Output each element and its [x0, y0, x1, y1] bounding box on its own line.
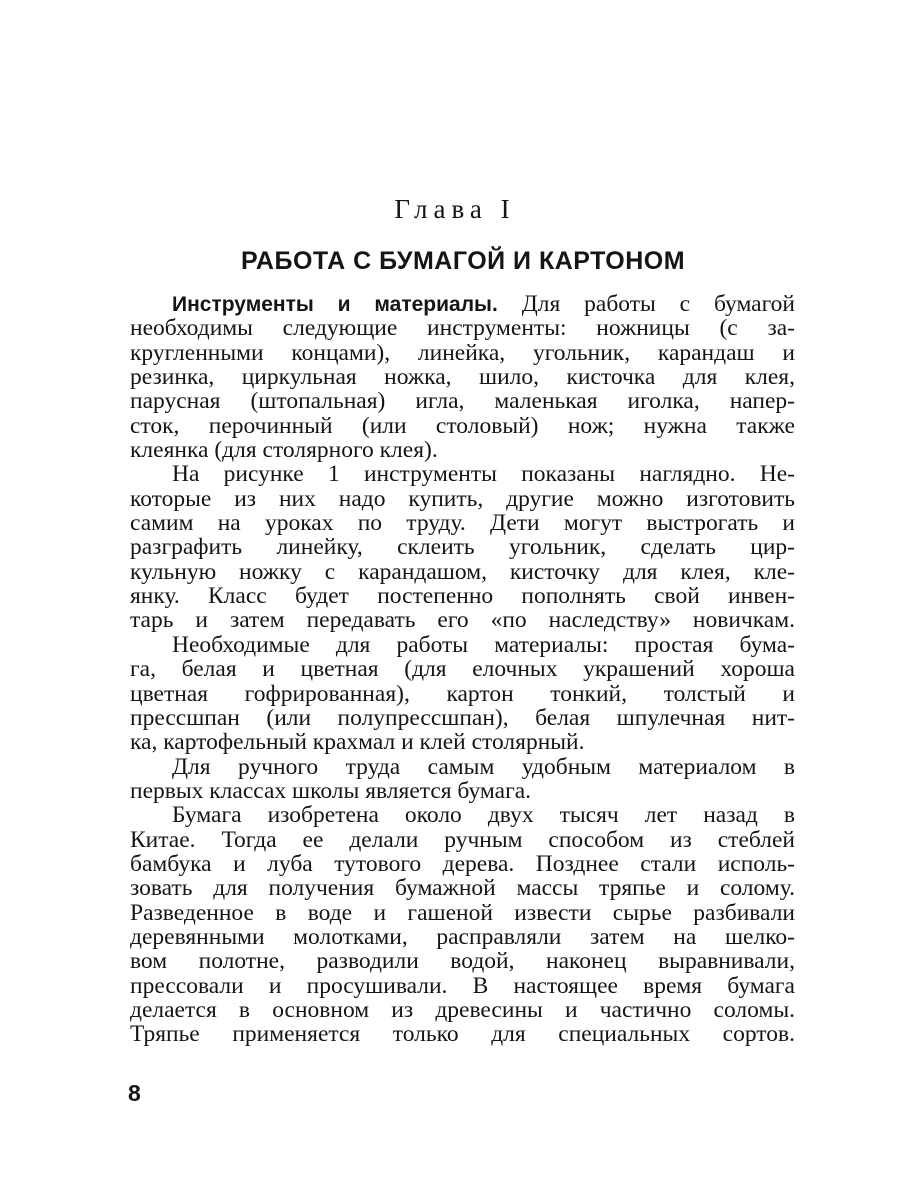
- text-line-rest: Для работы с бумагой: [497, 291, 795, 317]
- paragraph-materials: [130, 633, 795, 755]
- text-line: га, белая и цветная (для елочных украшений хороша: [130, 656, 795, 683]
- text-line: деревянными молотками, расправляли затем на шелко-: [130, 923, 795, 950]
- chapter-title: РАБОТА С БУМАГОЙ И КАРТОНОМ: [240, 247, 686, 275]
- text-line: разграфить линейку, склеить угольник, сделать цир-: [130, 534, 795, 561]
- text-line: парусная (штопальная) игла, маленькая иголка, напер-: [130, 388, 795, 415]
- text-line: первых классах школы является бумага.: [130, 777, 532, 804]
- paragraph-paper-history: [130, 803, 795, 1046]
- text-line: Бумага изобретена около двух тысяч лет назад в: [172, 802, 795, 829]
- text-line: кругленными концами), линейка, угольник, карандаш и: [130, 339, 795, 366]
- text-line: клеянка (для столярного клея).: [130, 437, 438, 464]
- text-line: Разведенное в воде и гашеной извести сырье разбивали: [130, 899, 795, 926]
- text-line: Необходимые для работы материалы: простая бума-: [172, 631, 795, 658]
- body-text: [130, 292, 795, 1047]
- text-line: прессшпан (или полупрессшпан), белая шпулечная нит-: [130, 704, 795, 731]
- text-line: прессовали и просушивали. В настоящее время бумага: [130, 972, 795, 999]
- text-line: Тряпье применяется только для специальных сортов.: [130, 1021, 795, 1048]
- page-number: 8: [128, 1080, 141, 1106]
- paragraph-tools: [130, 292, 795, 462]
- chapter-label: Глава I: [394, 194, 516, 224]
- text-line: [130, 292, 795, 316]
- paragraph-lead: Инструменты и материалы.: [172, 293, 498, 316]
- text-line: зовать для получения бумажной массы тряпье и солому.: [130, 875, 795, 902]
- text-line: Для ручного труда самым удобным материалом в: [172, 753, 795, 780]
- text-line: которые из них надо купить, другие можно изготовить: [130, 485, 795, 512]
- paragraph-figure: [130, 462, 795, 632]
- text-line: необходимы следующие инструменты: ножницы (с за-: [130, 315, 795, 342]
- text-line: ка, картофельный крахмал и клей столярный.: [130, 729, 585, 756]
- text-line: делается в основном из древесины и частично соломы.: [130, 996, 795, 1023]
- text-line: кульную ножку с карандашом, кисточку для клея, кле-: [130, 558, 795, 585]
- text-line: янку. Класс будет постепенно пополнять свой инвен-: [130, 583, 795, 610]
- text-line: вом полотне, разводили водой, наконец выравнивали,: [130, 948, 795, 975]
- text-line: Китае. Тогда ее делали ручным способом из стеблей: [130, 826, 795, 853]
- text-line: На рисунке 1 инструменты показаны наглядно. Не-: [172, 461, 795, 488]
- text-line: цветная гофрированная), картон тонкий, толстый и: [130, 680, 795, 707]
- paragraph-manual-labor: [130, 755, 795, 804]
- text-line: самим на уроках по труду. Дети могут выстрогать и: [130, 510, 795, 537]
- text-line: сток, перочинный (или столовый) нож; нужна также: [130, 412, 795, 439]
- text-line: тарь и затем передавать его «по наследству» новичкам.: [130, 607, 795, 634]
- text-line: резинка, циркульная ножка, шило, кисточка для клея,: [130, 364, 795, 391]
- text-line: бамбука и луба тутового дерева. Позднее стали исполь-: [130, 850, 795, 877]
